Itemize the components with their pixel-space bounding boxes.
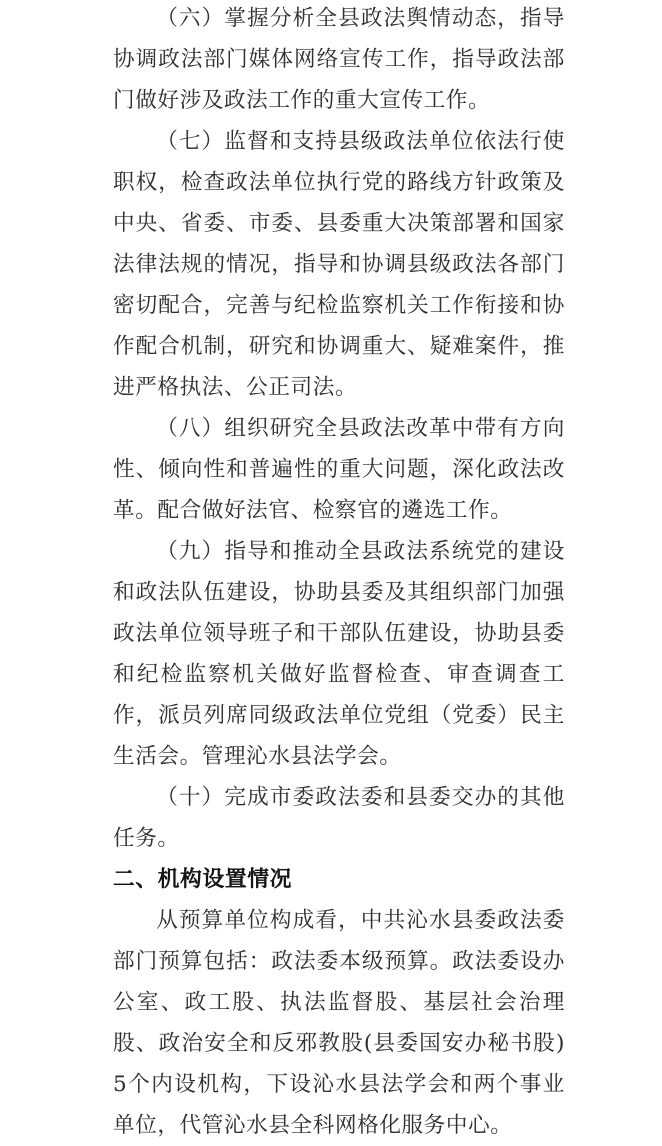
paragraph-item-8: （八）组织研究全县政法改革中带有方向性、倾向性和普遍性的重大问题，深化政法改革。配合做好法官、检察官的遴选工作。 [113, 416, 565, 523]
document-text-column [113, 0, 565, 1146]
paragraph-item-6: （六）掌握分析全县政法舆情动态，指导协调政法部门媒体网络宣传工作，指导政法部门做好涉及政法工作的重大宣传工作。 [113, 6, 565, 113]
paragraph-item-9: （九）指导和推动全县政法系统党的建设和政法队伍建设，协助县委及其组织部门加强政法单位领导班子和干部队伍建设，协助县委和纪检监察机关做好监督检查、审查调查工作，派员列席同级政法单位党组（党委）民主生活会。管理沁水县法学会。 [113, 539, 565, 769]
section-heading-organization-setup: 二、机构设置情况 [113, 867, 293, 892]
paragraph-item-7: （七）监督和支持县级政法单位依法行使职权，检查政法单位执行党的路线方针政策及中央、省委、市委、县委重大决策部署和国家法律法规的情况，指导和协调县级政法各部门密切配合，完善与纪检监察机关工作衔接和协作配合机制，研究和协调重大、疑难案件，推进严格执法、公正司法。 [113, 129, 565, 400]
paragraph-budget-unit-composition: 从预算单位构成看，中共沁水县委政法委部门预算包括：政法委本级预算。政法委设办公室、政工股、执法监督股、基层社会治理股、政治安全和反邪教股(县委国安办秘书股)5个内设机构，下设沁水县法学会和两个事业单位，代管沁水县全科网格化服务中心。 [113, 908, 565, 1138]
paragraph-item-10: （十）完成市委政法委和县委交办的其他任务。 [113, 785, 565, 851]
